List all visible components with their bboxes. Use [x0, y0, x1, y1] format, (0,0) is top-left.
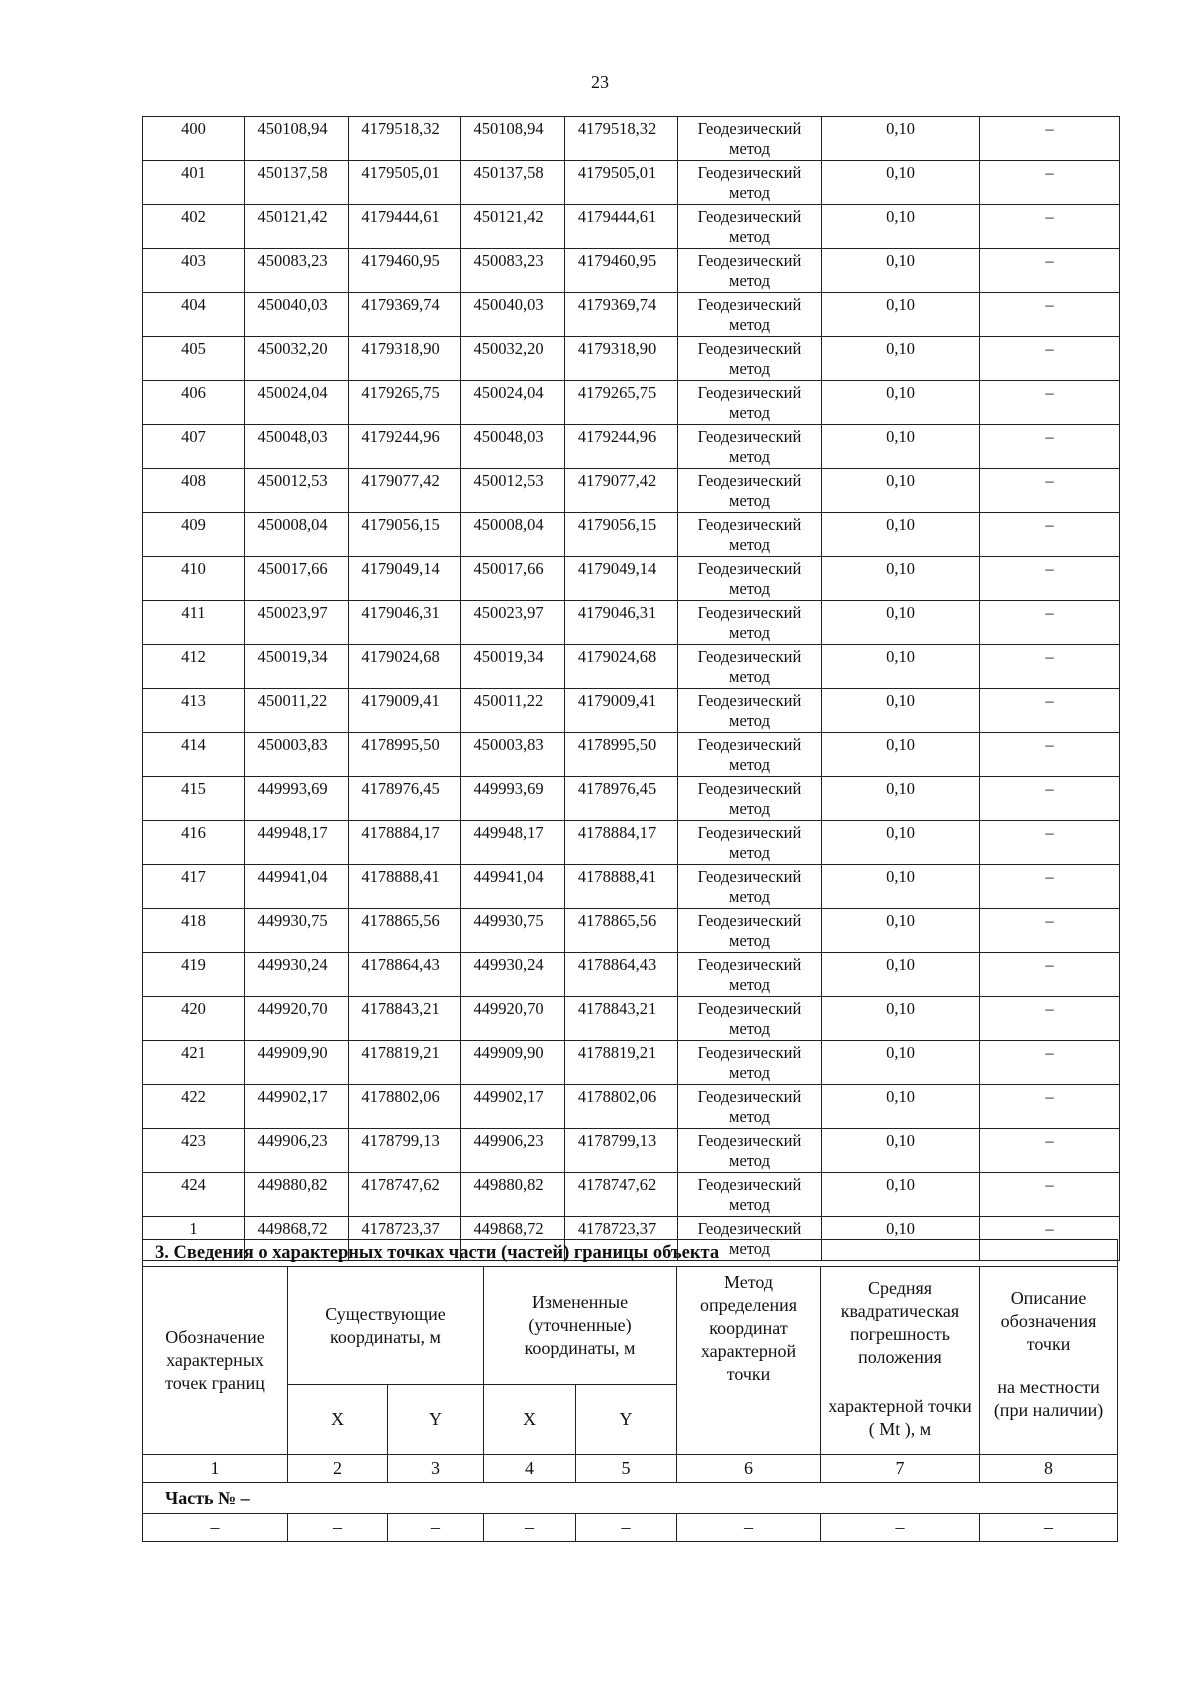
empty-cell: –: [388, 1514, 484, 1542]
method: Геодезический метод: [678, 777, 822, 821]
x-changed: 450048,03: [461, 425, 565, 469]
description: –: [980, 249, 1120, 293]
method: Геодезический метод: [678, 293, 822, 337]
header-mean-error: [821, 1267, 980, 1455]
method: Геодезический метод: [678, 689, 822, 733]
coordinate-row: [143, 997, 1120, 1041]
point-id: 405: [143, 337, 245, 381]
coordinates-table-body: [143, 117, 1120, 1261]
y-existing: 4179444,61: [349, 205, 461, 249]
mean-error: 0,10: [822, 513, 980, 557]
y-existing: 4178864,43: [349, 953, 461, 997]
description: –: [980, 689, 1120, 733]
x-changed: 450032,20: [461, 337, 565, 381]
y-changed: 4178723,37: [565, 1217, 678, 1261]
y-existing: 4178747,62: [349, 1173, 461, 1217]
coordinate-row: [143, 469, 1120, 513]
header-mean-error-top: Средняя квадратическая погрешность положения: [840, 1278, 960, 1367]
y-changed: 4178888,41: [565, 865, 678, 909]
point-id: 418: [143, 909, 245, 953]
coordinate-row: [143, 205, 1120, 249]
x-existing: 450121,42: [245, 205, 349, 249]
coordinate-row: [143, 733, 1120, 777]
x-changed: 449993,69: [461, 777, 565, 821]
header-description: [980, 1267, 1118, 1455]
point-id: 400: [143, 117, 245, 161]
y-changed: 4179318,90: [565, 337, 678, 381]
method: Геодезический метод: [678, 381, 822, 425]
y-existing: 4179049,14: [349, 557, 461, 601]
header-existing-x: X: [288, 1385, 388, 1455]
coordinate-row: [143, 425, 1120, 469]
description: –: [980, 1041, 1120, 1085]
coordinate-row: [143, 865, 1120, 909]
coordinate-row: [143, 953, 1120, 997]
coordinate-row: [143, 117, 1120, 161]
x-changed: 449930,24: [461, 953, 565, 997]
x-changed: 450108,94: [461, 117, 565, 161]
coordinate-row: [143, 337, 1120, 381]
x-existing: 450023,97: [245, 601, 349, 645]
point-id: 410: [143, 557, 245, 601]
mean-error: 0,10: [822, 645, 980, 689]
y-changed: 4178976,45: [565, 777, 678, 821]
point-id: 419: [143, 953, 245, 997]
y-changed: 4179056,15: [565, 513, 678, 557]
method: Геодезический метод: [678, 1041, 822, 1085]
coordinate-row: [143, 1085, 1120, 1129]
point-id: 422: [143, 1085, 245, 1129]
mean-error: 0,10: [822, 821, 980, 865]
point-id: 413: [143, 689, 245, 733]
y-existing: 4178802,06: [349, 1085, 461, 1129]
description: –: [980, 337, 1120, 381]
mean-error: 0,10: [822, 601, 980, 645]
method: Геодезический метод: [678, 645, 822, 689]
y-changed: 4179460,95: [565, 249, 678, 293]
header-existing-y: Y: [388, 1385, 484, 1455]
y-existing: 4179460,95: [349, 249, 461, 293]
y-existing: 4179518,32: [349, 117, 461, 161]
y-existing: 4178884,17: [349, 821, 461, 865]
x-existing: 450011,22: [245, 689, 349, 733]
description: –: [980, 777, 1120, 821]
method: Геодезический метод: [678, 557, 822, 601]
empty-cell: –: [821, 1514, 980, 1542]
y-existing: 4179046,31: [349, 601, 461, 645]
description: –: [980, 821, 1120, 865]
column-number: 6: [677, 1455, 821, 1483]
x-changed: 450011,22: [461, 689, 565, 733]
mean-error: 0,10: [822, 205, 980, 249]
method: Геодезический метод: [678, 117, 822, 161]
description: –: [980, 381, 1120, 425]
description: –: [980, 865, 1120, 909]
y-changed: 4179009,41: [565, 689, 678, 733]
mean-error: 0,10: [822, 733, 980, 777]
y-changed: 4179049,14: [565, 557, 678, 601]
method: Геодезический метод: [678, 205, 822, 249]
method: Геодезический метод: [678, 1217, 822, 1261]
description: –: [980, 1173, 1120, 1217]
empty-cell: –: [677, 1514, 821, 1542]
y-existing: 4178976,45: [349, 777, 461, 821]
coordinate-row: [143, 381, 1120, 425]
y-changed: 4178843,21: [565, 997, 678, 1041]
mean-error: 0,10: [822, 865, 980, 909]
column-number: 8: [980, 1455, 1118, 1483]
point-id: 402: [143, 205, 245, 249]
y-changed: 4179077,42: [565, 469, 678, 513]
mean-error: 0,10: [822, 161, 980, 205]
x-existing: 450083,23: [245, 249, 349, 293]
x-changed: 449880,82: [461, 1173, 565, 1217]
y-changed: 4178995,50: [565, 733, 678, 777]
x-existing: 449906,23: [245, 1129, 349, 1173]
y-changed: 4179369,74: [565, 293, 678, 337]
method: Геодезический метод: [678, 1085, 822, 1129]
point-id: 1: [143, 1217, 245, 1261]
method: Геодезический метод: [678, 513, 822, 557]
header-changed-y: Y: [576, 1385, 677, 1455]
mean-error: 0,10: [822, 117, 980, 161]
x-existing: 449920,70: [245, 997, 349, 1041]
y-existing: 4178723,37: [349, 1217, 461, 1261]
y-existing: 4178819,21: [349, 1041, 461, 1085]
point-id: 407: [143, 425, 245, 469]
method: Геодезический метод: [678, 1173, 822, 1217]
point-id: 421: [143, 1041, 245, 1085]
coordinate-row: [143, 1173, 1120, 1217]
mean-error: 0,10: [822, 337, 980, 381]
mean-error: 0,10: [822, 1129, 980, 1173]
y-changed: 4179024,68: [565, 645, 678, 689]
description: –: [980, 425, 1120, 469]
y-changed: 4179244,96: [565, 425, 678, 469]
x-changed: 450121,42: [461, 205, 565, 249]
mean-error: 0,10: [822, 1041, 980, 1085]
x-existing: 450032,20: [245, 337, 349, 381]
coordinate-row: [143, 689, 1120, 733]
empty-part-row: [143, 1514, 1118, 1542]
coordinate-row: [143, 1041, 1120, 1085]
point-id: 423: [143, 1129, 245, 1173]
coordinate-row: [143, 161, 1120, 205]
mean-error: 0,10: [822, 997, 980, 1041]
header-mean-error-bottom: характерной точки ( Mt ), м: [828, 1396, 972, 1439]
description: –: [980, 953, 1120, 997]
point-id: 406: [143, 381, 245, 425]
y-existing: 4178799,13: [349, 1129, 461, 1173]
method: Геодезический метод: [678, 733, 822, 777]
x-existing: 449993,69: [245, 777, 349, 821]
point-id: 424: [143, 1173, 245, 1217]
mean-error: 0,10: [822, 689, 980, 733]
description: –: [980, 117, 1120, 161]
method: Геодезический метод: [678, 997, 822, 1041]
mean-error: 0,10: [822, 293, 980, 337]
y-changed: 4179046,31: [565, 601, 678, 645]
mean-error: 0,10: [822, 953, 980, 997]
x-changed: 450040,03: [461, 293, 565, 337]
method: Геодезический метод: [678, 601, 822, 645]
x-changed: 450023,97: [461, 601, 565, 645]
description: –: [980, 1217, 1120, 1261]
x-changed: 449868,72: [461, 1217, 565, 1261]
mean-error: 0,10: [822, 425, 980, 469]
coordinate-row: [143, 1129, 1120, 1173]
y-existing: 4178888,41: [349, 865, 461, 909]
coordinate-row: [143, 513, 1120, 557]
coordinate-row: [143, 601, 1120, 645]
method: Геодезический метод: [678, 821, 822, 865]
y-changed: 4178884,17: [565, 821, 678, 865]
x-existing: 450108,94: [245, 117, 349, 161]
y-existing: 4179024,68: [349, 645, 461, 689]
header-description-top: Описание обозначения точки: [1000, 1288, 1097, 1354]
y-existing: 4179369,74: [349, 293, 461, 337]
page-number: 23: [591, 72, 609, 92]
point-id: 416: [143, 821, 245, 865]
y-changed: 4178864,43: [565, 953, 678, 997]
header-changed-x: X: [484, 1385, 576, 1455]
x-changed: 450003,83: [461, 733, 565, 777]
coordinate-row: [143, 645, 1120, 689]
x-changed: 450012,53: [461, 469, 565, 513]
x-changed: 450083,23: [461, 249, 565, 293]
y-changed: 4179505,01: [565, 161, 678, 205]
x-existing: 450008,04: [245, 513, 349, 557]
description: –: [980, 909, 1120, 953]
y-existing: 4179056,15: [349, 513, 461, 557]
header-point-designation: Обозначение характерных точек границ: [143, 1267, 288, 1455]
x-changed: 450008,04: [461, 513, 565, 557]
coordinate-row: [143, 777, 1120, 821]
point-id: 401: [143, 161, 245, 205]
method: Геодезический метод: [678, 337, 822, 381]
x-changed: 450137,58: [461, 161, 565, 205]
coordinates-table: [142, 116, 1120, 1261]
empty-cell: –: [288, 1514, 388, 1542]
column-number: 5: [576, 1455, 677, 1483]
column-number: 2: [288, 1455, 388, 1483]
coordinate-row: [143, 821, 1120, 865]
x-changed: 449948,17: [461, 821, 565, 865]
coordinate-row: [143, 293, 1120, 337]
description: –: [980, 733, 1120, 777]
x-changed: 449920,70: [461, 997, 565, 1041]
x-changed: 450017,66: [461, 557, 565, 601]
column-number: 4: [484, 1455, 576, 1483]
empty-cell: –: [576, 1514, 677, 1542]
y-existing: 4179265,75: [349, 381, 461, 425]
method: Геодезический метод: [678, 469, 822, 513]
point-id: 404: [143, 293, 245, 337]
header-existing-coords: Существующие координаты, м: [288, 1267, 484, 1385]
description: –: [980, 557, 1120, 601]
mean-error: 0,10: [822, 1173, 980, 1217]
empty-cell: –: [484, 1514, 576, 1542]
method: Геодезический метод: [678, 1129, 822, 1173]
point-id: 414: [143, 733, 245, 777]
point-id: 415: [143, 777, 245, 821]
y-changed: 4179518,32: [565, 117, 678, 161]
description: –: [980, 1129, 1120, 1173]
point-id: 403: [143, 249, 245, 293]
x-existing: 449868,72: [245, 1217, 349, 1261]
point-id: 420: [143, 997, 245, 1041]
y-existing: 4179009,41: [349, 689, 461, 733]
description: –: [980, 997, 1120, 1041]
description: –: [980, 205, 1120, 249]
mean-error: 0,10: [822, 469, 980, 513]
x-changed: 450024,04: [461, 381, 565, 425]
y-changed: 4178819,21: [565, 1041, 678, 1085]
coordinate-row: [143, 557, 1120, 601]
x-existing: 450040,03: [245, 293, 349, 337]
section3-table: [142, 1239, 1118, 1542]
part-label: Часть № –: [143, 1483, 1118, 1514]
y-existing: 4179077,42: [349, 469, 461, 513]
x-changed: 449930,75: [461, 909, 565, 953]
x-existing: 449880,82: [245, 1173, 349, 1217]
x-changed: 449902,17: [461, 1085, 565, 1129]
coordinate-row: [143, 249, 1120, 293]
description: –: [980, 469, 1120, 513]
point-id: 408: [143, 469, 245, 513]
mean-error: 0,10: [822, 909, 980, 953]
method: Геодезический метод: [678, 425, 822, 469]
y-existing: 4179244,96: [349, 425, 461, 469]
method: Геодезический метод: [678, 161, 822, 205]
x-changed: 450019,34: [461, 645, 565, 689]
x-existing: 450012,53: [245, 469, 349, 513]
y-changed: 4179265,75: [565, 381, 678, 425]
y-existing: 4178865,56: [349, 909, 461, 953]
y-existing: 4179505,01: [349, 161, 461, 205]
y-existing: 4178995,50: [349, 733, 461, 777]
x-existing: 449902,17: [245, 1085, 349, 1129]
mean-error: 0,10: [822, 1217, 980, 1261]
x-changed: 449941,04: [461, 865, 565, 909]
empty-cell: –: [980, 1514, 1118, 1542]
point-id: 409: [143, 513, 245, 557]
mean-error: 0,10: [822, 381, 980, 425]
mean-error: 0,10: [822, 249, 980, 293]
x-existing: 449909,90: [245, 1041, 349, 1085]
x-existing: 450137,58: [245, 161, 349, 205]
mean-error: 0,10: [822, 777, 980, 821]
x-existing: 450048,03: [245, 425, 349, 469]
y-changed: 4178802,06: [565, 1085, 678, 1129]
method: Геодезический метод: [678, 909, 822, 953]
x-existing: 449930,75: [245, 909, 349, 953]
mean-error: 0,10: [822, 557, 980, 601]
header-changed-coords: Измененные (уточненные) координаты, м: [484, 1267, 677, 1385]
point-id: 417: [143, 865, 245, 909]
x-existing: 450019,34: [245, 645, 349, 689]
x-changed: 449909,90: [461, 1041, 565, 1085]
y-changed: 4179444,61: [565, 205, 678, 249]
column-number: 3: [388, 1455, 484, 1483]
coordinate-row: [143, 909, 1120, 953]
header-method: Метод определения координат характерной точки: [677, 1267, 821, 1455]
x-existing: 449930,24: [245, 953, 349, 997]
column-numbers-row: [143, 1455, 1118, 1483]
description: –: [980, 293, 1120, 337]
y-changed: 4178865,56: [565, 909, 678, 953]
column-number: 7: [821, 1455, 980, 1483]
method: Геодезический метод: [678, 865, 822, 909]
description: –: [980, 645, 1120, 689]
y-existing: 4178843,21: [349, 997, 461, 1041]
column-number: 1: [143, 1455, 288, 1483]
x-changed: 449906,23: [461, 1129, 565, 1173]
x-existing: 450024,04: [245, 381, 349, 425]
description: –: [980, 601, 1120, 645]
empty-cell: –: [143, 1514, 288, 1542]
method: Геодезический метод: [678, 953, 822, 997]
description: –: [980, 1085, 1120, 1129]
description: –: [980, 161, 1120, 205]
header-description-bottom: на местности (при наличии): [993, 1377, 1104, 1420]
y-changed: 4178799,13: [565, 1129, 678, 1173]
point-id: 411: [143, 601, 245, 645]
x-existing: 450003,83: [245, 733, 349, 777]
x-existing: 450017,66: [245, 557, 349, 601]
y-existing: 4179318,90: [349, 337, 461, 381]
method: Геодезический метод: [678, 249, 822, 293]
section3-title: 3. Сведения о характерных точках части (частей) границы объекта: [143, 1240, 1118, 1267]
point-id: 412: [143, 645, 245, 689]
description: –: [980, 513, 1120, 557]
x-existing: 449948,17: [245, 821, 349, 865]
x-existing: 449941,04: [245, 865, 349, 909]
mean-error: 0,10: [822, 1085, 980, 1129]
y-changed: 4178747,62: [565, 1173, 678, 1217]
